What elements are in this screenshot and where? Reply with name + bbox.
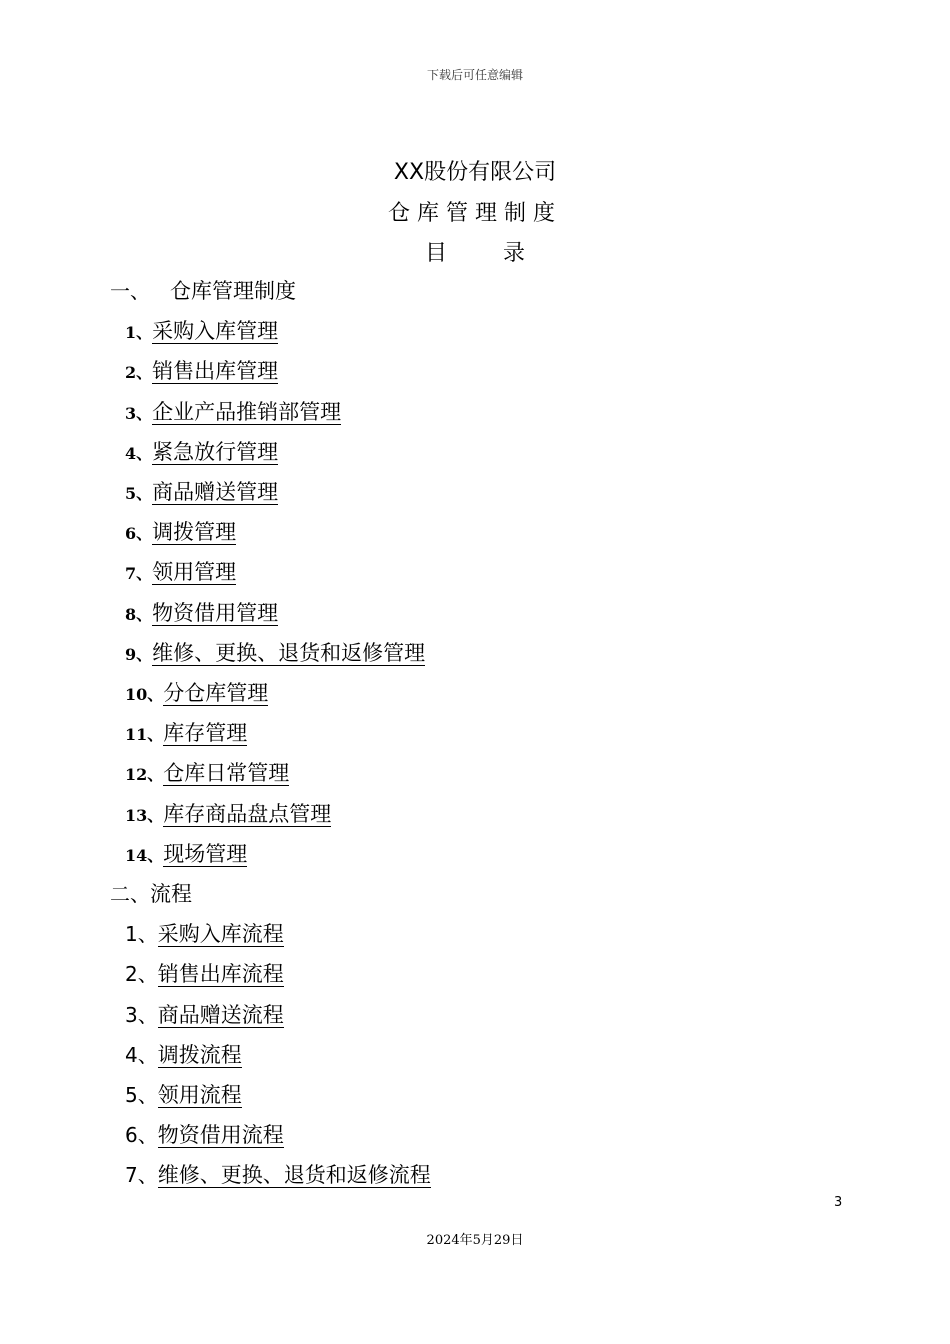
toc-entry[interactable] bbox=[125, 1120, 284, 1150]
toc-entry-number: 6、 bbox=[125, 524, 153, 544]
toc-entry-link[interactable]: 调拨流程 bbox=[157, 1042, 242, 1067]
toc-entry[interactable] bbox=[125, 557, 236, 587]
toc-entry-number: 6、 bbox=[125, 1123, 158, 1148]
toc-entry-number: 2、 bbox=[125, 962, 158, 987]
toc-entry-number: 1、 bbox=[125, 922, 158, 947]
toc-section-heading bbox=[110, 276, 296, 306]
toc-entry[interactable] bbox=[125, 316, 278, 346]
toc-entry-number: 14、 bbox=[125, 845, 164, 865]
toc-entry-number: 9、 bbox=[125, 644, 153, 664]
section-title: 仓库管理制度 bbox=[170, 279, 296, 303]
section-number: 一、 bbox=[110, 279, 150, 303]
toc-entry[interactable] bbox=[125, 638, 425, 668]
toc-entry-number: 7、 bbox=[125, 564, 153, 584]
toc-entry-number: 11、 bbox=[125, 725, 164, 745]
toc-entry-link[interactable]: 维修、更换、退货和返修管理 bbox=[152, 640, 426, 665]
toc-section-heading bbox=[110, 879, 192, 909]
toc-entry-number: 4、 bbox=[125, 443, 153, 463]
toc-entry-link[interactable]: 商品赠送流程 bbox=[157, 1002, 284, 1027]
toc-entry-link[interactable]: 销售出库管理 bbox=[152, 359, 279, 384]
toc-entry-link[interactable]: 采购入库流程 bbox=[157, 922, 284, 947]
toc-entry[interactable] bbox=[125, 437, 278, 467]
toc-entry[interactable] bbox=[125, 839, 247, 869]
toc-entry[interactable] bbox=[125, 397, 341, 427]
toc-entry-link[interactable]: 销售出库流程 bbox=[157, 962, 284, 987]
toc-entry-link[interactable]: 领用管理 bbox=[152, 560, 237, 585]
toc-heading bbox=[0, 236, 950, 267]
toc-entry[interactable] bbox=[125, 517, 236, 547]
toc-entry-link[interactable]: 物资借用流程 bbox=[157, 1123, 284, 1148]
toc-entry[interactable] bbox=[125, 1040, 242, 1070]
toc-entry-link[interactable]: 企业产品推销部管理 bbox=[152, 399, 342, 424]
toc-entry-number: 3、 bbox=[125, 1002, 158, 1027]
toc-entry-number: 13、 bbox=[125, 805, 164, 825]
footer-date: 2024年5月29日 bbox=[426, 1233, 524, 1248]
toc-entry-link[interactable]: 物资借用管理 bbox=[152, 600, 279, 625]
toc-entry-number: 1、 bbox=[125, 323, 153, 343]
toc-entry[interactable] bbox=[125, 1000, 284, 1030]
toc-entry[interactable] bbox=[125, 678, 268, 708]
toc-entry[interactable] bbox=[125, 718, 247, 748]
toc-entry[interactable] bbox=[125, 477, 278, 507]
toc-entry-link[interactable]: 库存商品盘点管理 bbox=[163, 801, 332, 826]
toc-entry-number: 5、 bbox=[125, 484, 153, 503]
toc-entry-link[interactable]: 分仓库管理 bbox=[163, 681, 269, 705]
toc-entry-number: 7、 bbox=[125, 1163, 158, 1188]
toc-entry-number: 5、 bbox=[125, 1083, 158, 1107]
toc-entry-link[interactable]: 采购入库管理 bbox=[152, 319, 279, 344]
toc-entry[interactable] bbox=[125, 1160, 431, 1190]
section-number: 二、 bbox=[110, 882, 150, 906]
toc-entry-number: 4、 bbox=[125, 1042, 158, 1067]
header-note: 下载后可任意编辑 bbox=[426, 68, 523, 82]
section-title: 流程 bbox=[150, 882, 192, 906]
toc-entry-link[interactable]: 紧急放行管理 bbox=[152, 439, 279, 464]
toc-entry-number: 12、 bbox=[125, 765, 164, 785]
toc-heading-char-1: 目 bbox=[424, 241, 447, 266]
toc-heading-char-2: 录 bbox=[503, 241, 526, 266]
document-title: 仓库管理制度 bbox=[387, 201, 562, 226]
toc-entry-link[interactable]: 现场管理 bbox=[163, 841, 248, 866]
toc-entry[interactable] bbox=[125, 959, 284, 989]
toc-entry[interactable] bbox=[125, 758, 289, 788]
page-number: 3 bbox=[834, 1195, 843, 1210]
toc-entry[interactable] bbox=[125, 1080, 242, 1110]
toc-entry[interactable] bbox=[125, 598, 278, 628]
toc-entry[interactable] bbox=[125, 919, 284, 949]
toc-entry-link[interactable]: 库存管理 bbox=[163, 721, 248, 746]
toc-entry-number: 10、 bbox=[125, 685, 164, 704]
company-name: XX股份有限公司 bbox=[393, 160, 557, 185]
toc-entry-link[interactable]: 维修、更换、退货和返修流程 bbox=[157, 1163, 431, 1188]
toc-entry-number: 3、 bbox=[125, 403, 153, 423]
toc-entry[interactable] bbox=[125, 356, 278, 386]
toc-entry-link[interactable]: 调拨管理 bbox=[152, 520, 237, 545]
toc-entry-link[interactable]: 商品赠送管理 bbox=[152, 480, 279, 504]
toc-entry[interactable] bbox=[125, 799, 331, 829]
toc-entry-link[interactable]: 仓库日常管理 bbox=[163, 761, 290, 786]
toc-entry-number: 2、 bbox=[125, 363, 153, 383]
toc-entry-number: 8、 bbox=[125, 604, 153, 624]
toc-entry-link[interactable]: 领用流程 bbox=[157, 1083, 242, 1107]
